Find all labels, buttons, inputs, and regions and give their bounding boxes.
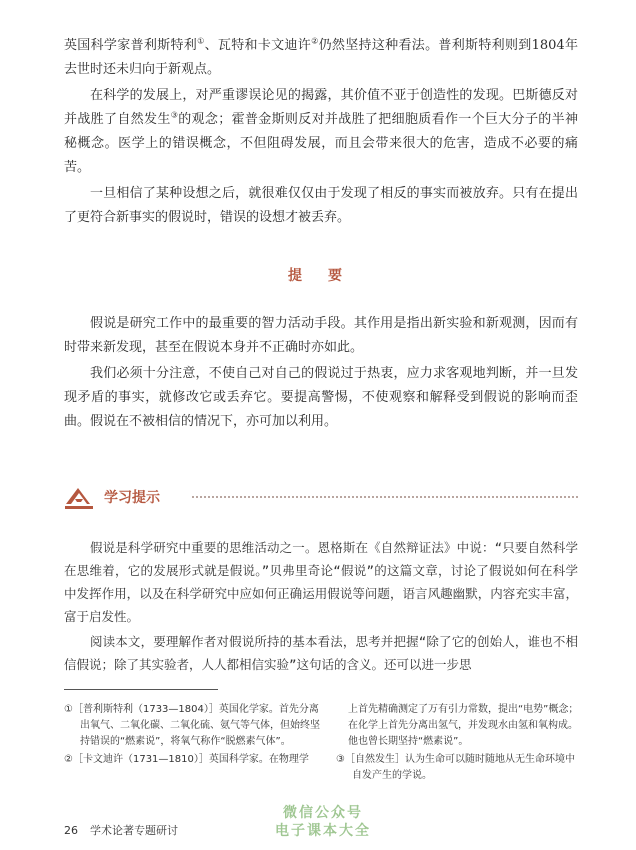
summary-text (64, 312, 578, 434)
book-stack-icon (64, 484, 94, 510)
dotted-divider (192, 496, 578, 498)
footnote-1: ①［普利斯特利（1733—1804）］英国化学家。首先分离出氧气、二氧化碳、二氧化硫、氨气等气体，但始终坚持错误的“燃素说”，将氧气称作“脱燃素气体”。 (64, 704, 320, 747)
footnote-mark-3[interactable]: ③ (170, 110, 179, 120)
study-tips-text (64, 536, 578, 676)
paragraph-3: 一旦相信了某种设想之后，就很难仅仅由于发现了相反的事实而被放弃。只有在提出了更符合新事实的假说时，错误的设想才被丢弃。 (64, 186, 578, 225)
watermark (258, 804, 388, 840)
footnote-mark-2[interactable]: ② (311, 36, 319, 46)
book-title: 学术论著专题研讨 (90, 824, 178, 837)
summary-heading: 提 要 (288, 268, 348, 284)
tips-paragraph-2: 阅读本文，要理解作者对假说所持的基本看法，思考并把握“除了它的创始人，谁也不相信假说；除了其实验者，人人都相信实验”这句话的含义。还可以进一步思 (64, 634, 578, 672)
page-number: 26 (64, 824, 78, 837)
footnote-2: ②［卡文迪许（1731—1810）］英国科学家。在物理学 (64, 754, 309, 765)
footnote-mark-1[interactable]: ① (197, 36, 205, 46)
footnotes-right-column (336, 702, 580, 786)
page-footer (64, 822, 178, 838)
watermark-line-1: 微信公众号 (283, 805, 363, 821)
summary-paragraph-2: 我们必须十分注意，不使自己对自己的假说过于热衷，应力求客观地判断，并一旦发现矛盾的事实，就修改它或丢弃它。要提高警惕，不使观察和解释受到假说的影响而歪曲。假说在不被相信的情况下，亦可加以利用。 (64, 366, 578, 429)
tips-paragraph-1: 假说是科学研究中重要的思维活动之一。恩格斯在《自然辩证法》中说：“只要自然科学在思维着，它的发展形式就是假说。”贝弗里奇论“假说”的这篇文章，讨论了假说如何在科学中发挥作用，以及在科学研究中应如何正确运用假说等问题，语言风趣幽默，内容充实丰富，富于启发性。 (64, 540, 578, 624)
summary-paragraph-1: 假说是研究工作中的最重要的智力活动手段。其作用是指出新实验和新观测，因而有时带来新发现，甚至在假说本身并不正确时亦如此。 (64, 316, 578, 355)
study-tips-header (64, 484, 578, 510)
footnote-3: ③［自然发生］认为生命可以随时随地从无生命环境中自发产生的学说。 (336, 754, 575, 781)
watermark-line-2: 电子课本大全 (275, 823, 371, 839)
paragraph-1: 英国科学家普利斯特利①、瓦特和卡文迪许②仍然坚持这种看法。普利斯特利则到1804年去世时还未归向于新观点。 (64, 36, 578, 77)
footnote-2-continued: 上首先精确测定了万有引力常数，提出“电势”概念；在化学上首先分离出氢气，并发现水由氢和氧构成。他也曾长期坚持“燃素说”。 (348, 704, 579, 747)
main-text (64, 34, 578, 230)
footnote-divider (64, 689, 218, 690)
study-tips-title: 学习提示 (104, 490, 160, 506)
paragraph-2: 在科学的发展上，对严重谬误论见的揭露，其价值不亚于创造性的发现。巴斯德反对并战胜了自然发生③的观念；霍普金斯则反对并战胜了把细胞质看作一个巨大分子的半神秘概念。医学上的错误概念，不但阻碍发展，而且会带来很大的危害，造成不必要的痛苦。 (64, 88, 578, 175)
footnotes-left-column (64, 702, 322, 770)
